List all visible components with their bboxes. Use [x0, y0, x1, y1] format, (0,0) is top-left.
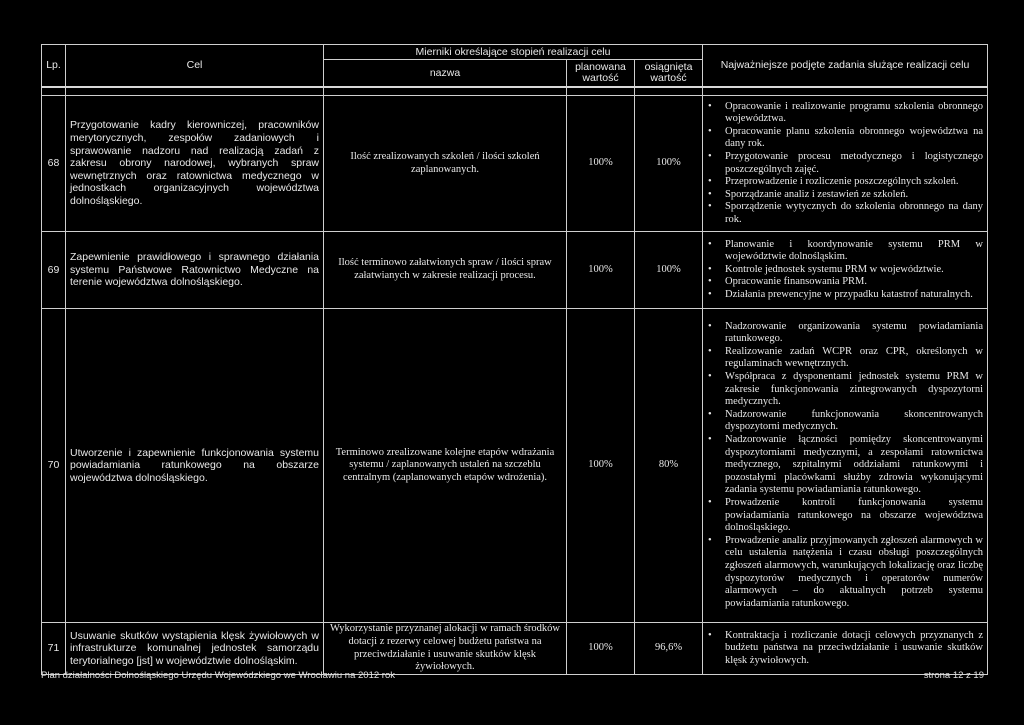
bullet-icon: •: [708, 263, 712, 275]
bullet-icon: •: [708, 320, 712, 332]
action-item: [707, 264, 983, 277]
row-number: 69: [42, 232, 66, 309]
header-planned: planowana wartość: [567, 60, 635, 88]
action-item: [707, 434, 983, 497]
header-measures-group: Mierniki określające stopień realizacji celu: [324, 45, 703, 60]
row-measure: Ilość zrealizowanych szkoleń / ilości szkoleń zaplanowanych.: [324, 96, 567, 232]
action-item: [707, 201, 983, 226]
row-goal: Usuwanie skutków wystąpienia klęsk żywiołowych w infrastrukturze komunalnej jednostek samorządu terytorialnego [jst] w województwie dolnośląskim.: [66, 623, 324, 675]
action-item: [707, 630, 983, 668]
action-text: Prowadzenie kontroli funkcjonowania systemu powiadamiania ratunkowego na obszarze województwa dolnośląskiego.: [725, 496, 984, 534]
actions-list: [707, 321, 983, 611]
action-text: Nadzorowanie organizowania systemu powiadamiania ratunkowego.: [725, 320, 984, 345]
bullet-icon: •: [708, 434, 712, 446]
bullet-icon: •: [708, 188, 712, 200]
row-achieved: 80%: [635, 309, 703, 623]
header-goal: Cel: [66, 45, 324, 88]
actions-list: [707, 101, 983, 227]
action-text: Nadzorowanie funkcjonowania skoncentrowanych dyspozytorni medycznych.: [725, 408, 984, 433]
action-item: [707, 371, 983, 409]
action-text: Opracowanie i realizowanie programu szkolenia obronnego województwa.: [725, 100, 984, 125]
action-text: Sporządzanie analiz i zestawień ze szkoleń.: [725, 188, 909, 200]
row-planned: 100%: [567, 309, 635, 623]
row-number: 68: [42, 96, 66, 232]
footer-document-title: Plan działalności Dolnośląskiego Urzędu Wojewódzkiego we Wrocławiu na 2012 rok: [41, 670, 395, 681]
bullet-icon: •: [708, 534, 712, 546]
action-item: [707, 126, 983, 151]
action-text: Przygotowanie procesu metodycznego i logistycznego poszczególnych zajęć.: [725, 150, 984, 175]
bullet-icon: •: [708, 496, 712, 508]
bullet-icon: •: [708, 125, 712, 137]
row-achieved: 96,6%: [635, 623, 703, 675]
action-item: [707, 321, 983, 346]
bullet-icon: •: [708, 150, 712, 162]
row-actions: [703, 309, 988, 623]
row-number: 70: [42, 309, 66, 623]
action-text: Opracowanie planu szkolenia obronnego województwa na dany rok.: [725, 125, 984, 150]
footer-page-number: strona 12 z 19: [923, 670, 984, 681]
bullet-icon: •: [708, 176, 712, 188]
table-row: [42, 623, 988, 675]
action-item: [707, 409, 983, 434]
row-achieved: 100%: [635, 96, 703, 232]
action-text: Planowanie i koordynowanie systemu PRM w województwie dolnośląskim.: [725, 238, 984, 263]
row-planned: 100%: [567, 232, 635, 309]
row-goal: Przygotowanie kadry kierowniczej, pracowników merytorycznych, zespołów zadaniowych i sprawowanie nadzoru nad realizacją zadań z zakresu obrony narodowej, wybranych spraw wewnętrznych oraz ratownictwa medycznego w jednostkach organizacyjnych województwa dolnośląskiego.: [66, 96, 324, 232]
row-number: 71: [42, 623, 66, 675]
action-text: Prowadzenie analiz przyjmowanych zgłoszeń alarmowych w celu ustalenia natężenia i czasu obsługi poszczególnych zgłoszeń alarmowych, warunkujących lokalizację oraz liczbę dyspozytorów medycznych i operatorów numerów alarmowych – do aktualnych potrzeb systemu powiadamiania ratunkowego.: [725, 534, 984, 609]
row-goal: Utworzenie i zapewnienie funkcjonowania systemu powiadamiania ratunkowego na obszarze województwa dolnośląskiego.: [66, 309, 324, 623]
action-text: Działania prewencyjne w przypadku katastrof naturalnych.: [725, 288, 973, 300]
header-lp: Lp.: [42, 45, 66, 88]
bullet-icon: •: [708, 276, 712, 288]
row-achieved: 100%: [635, 232, 703, 309]
row-measure: Terminowo zrealizowane kolejne etapów wdrażania systemu / zaplanowanych ustaleń na szczeblu centralnym (zaplanowanych etapów wdrożenia).: [324, 309, 567, 623]
action-text: Kontraktacja i rozliczanie dotacji celowych przyznanych z budżetu państwa na przeciwdziałanie i usuwanie skutków klęsk żywiołowych.: [725, 629, 984, 666]
header-actions: Najważniejsze podjęte zadania służące realizacji celu: [703, 45, 988, 88]
table-row: [42, 96, 988, 232]
bullet-icon: •: [708, 288, 712, 300]
goals-table: [41, 44, 988, 675]
actions-list: [707, 239, 983, 302]
bullet-icon: •: [708, 629, 712, 641]
action-text: Realizowanie zadań WCPR oraz CPR, określonych w regulaminach wewnętrznych.: [725, 345, 984, 370]
action-text: Nadzorowanie łączności pomiędzy skoncentrowanymi dyspozytorniami medycznymi, a zespołami ratownictwa medycznego, szpitalnymi oddziałami ratunkowymi i pozostałymi placówkami służby zdrowia wykonującymi zadania systemu powiadamiania ratunkowego.: [725, 434, 984, 496]
row-measure: Ilość terminowo załatwionych spraw / ilości spraw załatwianych w zakresie realizacji procesu.: [324, 232, 567, 309]
action-item: [707, 101, 983, 126]
header-measure-name: nazwa: [324, 60, 567, 88]
bullet-icon: •: [708, 408, 712, 420]
action-text: Opracowanie finansowania PRM.: [725, 276, 868, 288]
header-achieved: osiągnięta wartość: [635, 60, 703, 88]
row-goal: Zapewnienie prawidłowego i sprawnego działania systemu Państwowe Ratownictwo Medyczne na terenie województwa dolnośląskiego.: [66, 232, 324, 309]
row-measure: Wykorzystanie przyznanej alokacji w ramach środków dotacji z rezerwy celowej budżetu państwa na przeciwdziałanie i usuwanie skutków klęsk żywiołowych.: [324, 623, 567, 675]
action-text: Współpraca z dysponentami jednostek systemu PRM w zakresie funkcjonowania zintegrowanych dyspozytorni medycznych.: [725, 371, 984, 408]
bullet-icon: •: [708, 345, 712, 357]
action-text: Kontrole jednostek systemu PRM w województwie.: [725, 263, 944, 275]
row-planned: 100%: [567, 623, 635, 675]
action-item: [707, 276, 983, 289]
action-item: [707, 535, 983, 611]
action-item: [707, 289, 983, 302]
row-actions: [703, 96, 988, 232]
action-text: Sporządzenie wytycznych do szkolenia obronnego na dany rok.: [725, 201, 984, 225]
row-actions: [703, 232, 988, 309]
row-planned: 100%: [567, 96, 635, 232]
table-row: [42, 309, 988, 623]
action-text: Przeprowadzenie i rozliczenie poszczególnych szkoleń.: [725, 176, 959, 188]
action-item: [707, 151, 983, 176]
action-item: [707, 239, 983, 264]
bullet-icon: •: [708, 201, 712, 213]
table-row: [42, 232, 988, 309]
action-item: [707, 497, 983, 535]
actions-list: [707, 630, 983, 668]
action-item: [707, 346, 983, 371]
action-item: [707, 189, 983, 202]
action-item: [707, 176, 983, 189]
bullet-icon: •: [708, 238, 712, 250]
bullet-icon: •: [708, 100, 712, 112]
row-actions: [703, 623, 988, 675]
bullet-icon: •: [708, 371, 712, 383]
